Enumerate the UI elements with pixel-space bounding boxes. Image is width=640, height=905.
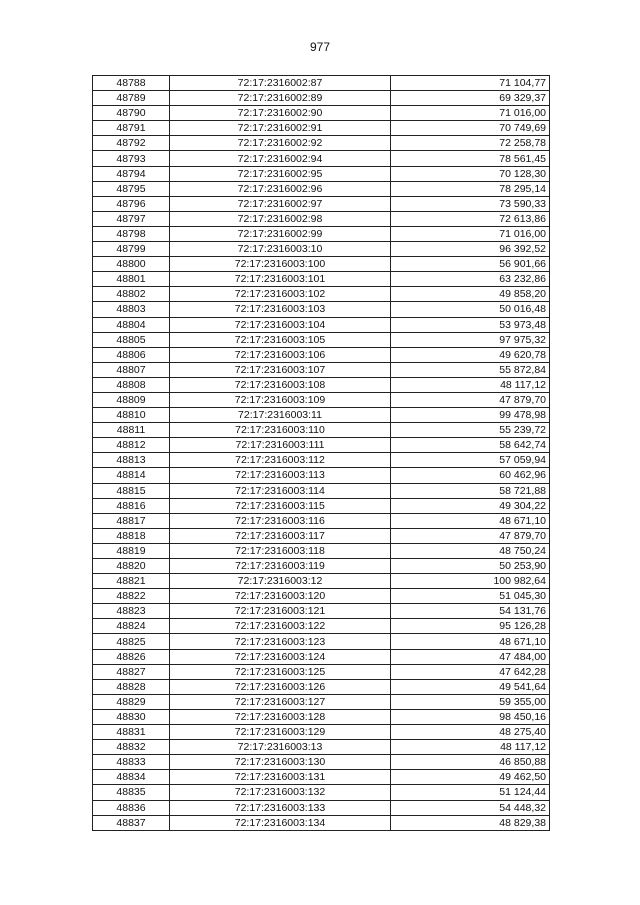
value-cell: 48 671,10: [391, 513, 550, 528]
cadastral-number-cell: 72:17:2316002:99: [170, 226, 391, 241]
row-number-cell: 48802: [93, 287, 170, 302]
table-row: [93, 257, 550, 272]
row-number-cell: 48825: [93, 634, 170, 649]
cadastral-number-cell: 72:17:2316003:124: [170, 649, 391, 664]
cadastral-number-cell: 72:17:2316003:10: [170, 242, 391, 257]
value-cell: 78 561,45: [391, 151, 550, 166]
cadastral-number-cell: 72:17:2316003:109: [170, 392, 391, 407]
table-row: [93, 785, 550, 800]
value-cell: 48 671,10: [391, 634, 550, 649]
table-row: [93, 694, 550, 709]
table-row: [93, 709, 550, 724]
value-cell: 58 642,74: [391, 438, 550, 453]
value-cell: 49 858,20: [391, 287, 550, 302]
value-cell: 95 126,28: [391, 619, 550, 634]
table-row: [93, 513, 550, 528]
value-cell: 60 462,96: [391, 468, 550, 483]
table-row: [93, 392, 550, 407]
value-cell: 51 045,30: [391, 589, 550, 604]
value-cell: 97 975,32: [391, 332, 550, 347]
table-row: [93, 634, 550, 649]
value-cell: 55 872,84: [391, 362, 550, 377]
table-row: [93, 770, 550, 785]
cadastral-number-cell: 72:17:2316003:117: [170, 528, 391, 543]
row-number-cell: 48804: [93, 317, 170, 332]
cadastral-number-cell: 72:17:2316002:89: [170, 91, 391, 106]
row-number-cell: 48810: [93, 408, 170, 423]
row-number-cell: 48806: [93, 347, 170, 362]
row-number-cell: 48794: [93, 166, 170, 181]
value-cell: 71 016,00: [391, 106, 550, 121]
table-row: [93, 121, 550, 136]
row-number-cell: 48823: [93, 604, 170, 619]
cadastral-number-cell: 72:17:2316003:100: [170, 257, 391, 272]
cadastral-number-cell: 72:17:2316003:131: [170, 770, 391, 785]
value-cell: 46 850,88: [391, 755, 550, 770]
row-number-cell: 48815: [93, 483, 170, 498]
value-cell: 63 232,86: [391, 272, 550, 287]
value-cell: 71 016,00: [391, 226, 550, 241]
row-number-cell: 48809: [93, 392, 170, 407]
value-cell: 58 721,88: [391, 483, 550, 498]
value-cell: 47 879,70: [391, 392, 550, 407]
table-row: [93, 755, 550, 770]
row-number-cell: 48814: [93, 468, 170, 483]
cadastral-number-cell: 72:17:2316002:92: [170, 136, 391, 151]
table-row: [93, 468, 550, 483]
table-row: [93, 604, 550, 619]
cadastral-number-cell: 72:17:2316003:11: [170, 408, 391, 423]
table-row: [93, 317, 550, 332]
row-number-cell: 48824: [93, 619, 170, 634]
cadastral-number-cell: 72:17:2316002:97: [170, 196, 391, 211]
table-row: [93, 196, 550, 211]
cadastral-number-cell: 72:17:2316003:122: [170, 619, 391, 634]
table-row: [93, 559, 550, 574]
table-row: [93, 76, 550, 91]
value-cell: 54 131,76: [391, 604, 550, 619]
value-cell: 69 329,37: [391, 91, 550, 106]
value-cell: 72 613,86: [391, 211, 550, 226]
table-row: [93, 664, 550, 679]
table-row: [93, 242, 550, 257]
cadastral-number-cell: 72:17:2316003:130: [170, 755, 391, 770]
value-cell: 98 450,16: [391, 709, 550, 724]
cadastral-number-cell: 72:17:2316003:116: [170, 513, 391, 528]
row-number-cell: 48832: [93, 740, 170, 755]
value-cell: 56 901,66: [391, 257, 550, 272]
cadastral-number-cell: 72:17:2316003:119: [170, 559, 391, 574]
row-number-cell: 48808: [93, 377, 170, 392]
row-number-cell: 48819: [93, 543, 170, 558]
row-number-cell: 48796: [93, 196, 170, 211]
table-row: [93, 362, 550, 377]
value-cell: 47 642,28: [391, 664, 550, 679]
row-number-cell: 48831: [93, 725, 170, 740]
page-number: 977: [309, 40, 331, 54]
table-row: [93, 302, 550, 317]
value-cell: 72 258,78: [391, 136, 550, 151]
row-number-cell: 48833: [93, 755, 170, 770]
row-number-cell: 48792: [93, 136, 170, 151]
value-cell: 57 059,94: [391, 453, 550, 468]
table-row: [93, 332, 550, 347]
cadastral-number-cell: 72:17:2316002:95: [170, 166, 391, 181]
cadastral-number-cell: 72:17:2316003:133: [170, 800, 391, 815]
cadastral-number-cell: 72:17:2316003:115: [170, 498, 391, 513]
value-cell: 55 239,72: [391, 423, 550, 438]
row-number-cell: 48811: [93, 423, 170, 438]
table-row: [93, 498, 550, 513]
table-row: [93, 619, 550, 634]
value-cell: 49 462,50: [391, 770, 550, 785]
table-row: [93, 287, 550, 302]
value-cell: 47 484,00: [391, 649, 550, 664]
cadastral-number-cell: 72:17:2316002:91: [170, 121, 391, 136]
cadastral-number-cell: 72:17:2316003:106: [170, 347, 391, 362]
table-row: [93, 226, 550, 241]
cadastral-number-cell: 72:17:2316002:96: [170, 181, 391, 196]
table-row: [93, 725, 550, 740]
cadastral-number-cell: 72:17:2316003:113: [170, 468, 391, 483]
row-number-cell: 48837: [93, 815, 170, 830]
cadastral-number-cell: 72:17:2316003:112: [170, 453, 391, 468]
row-number-cell: 48818: [93, 528, 170, 543]
table-row: [93, 347, 550, 362]
row-number-cell: 48820: [93, 559, 170, 574]
row-number-cell: 48793: [93, 151, 170, 166]
table-row: [93, 151, 550, 166]
value-cell: 47 879,70: [391, 528, 550, 543]
table-row: [93, 423, 550, 438]
row-number-cell: 48797: [93, 211, 170, 226]
cadastral-number-cell: 72:17:2316003:127: [170, 694, 391, 709]
value-cell: 48 750,24: [391, 543, 550, 558]
value-cell: 99 478,98: [391, 408, 550, 423]
value-cell: 78 295,14: [391, 181, 550, 196]
table-row: [93, 106, 550, 121]
cadastral-number-cell: 72:17:2316003:121: [170, 604, 391, 619]
table-row: [93, 815, 550, 830]
table-row: [93, 483, 550, 498]
row-number-cell: 48791: [93, 121, 170, 136]
row-number-cell: 48834: [93, 770, 170, 785]
row-number-cell: 48807: [93, 362, 170, 377]
cadastral-number-cell: 72:17:2316003:101: [170, 272, 391, 287]
cadastral-number-cell: 72:17:2316003:103: [170, 302, 391, 317]
row-number-cell: 48835: [93, 785, 170, 800]
row-number-cell: 48827: [93, 664, 170, 679]
value-cell: 100 982,64: [391, 574, 550, 589]
value-cell: 51 124,44: [391, 785, 550, 800]
row-number-cell: 48813: [93, 453, 170, 468]
row-number-cell: 48799: [93, 242, 170, 257]
cadastral-number-cell: 72:17:2316003:114: [170, 483, 391, 498]
table-row: [93, 649, 550, 664]
cadastral-number-cell: 72:17:2316002:94: [170, 151, 391, 166]
row-number-cell: 48830: [93, 709, 170, 724]
cadastral-number-cell: 72:17:2316003:12: [170, 574, 391, 589]
value-cell: 50 016,48: [391, 302, 550, 317]
cadastral-number-cell: 72:17:2316003:126: [170, 679, 391, 694]
cadastral-number-cell: 72:17:2316003:129: [170, 725, 391, 740]
table-row: [93, 211, 550, 226]
cadastral-number-cell: 72:17:2316003:134: [170, 815, 391, 830]
value-cell: 49 304,22: [391, 498, 550, 513]
table-row: [93, 408, 550, 423]
table-row: [93, 272, 550, 287]
cadastral-number-cell: 72:17:2316003:128: [170, 709, 391, 724]
cadastral-number-cell: 72:17:2316003:118: [170, 543, 391, 558]
cadastral-number-cell: 72:17:2316003:123: [170, 634, 391, 649]
value-cell: 48 275,40: [391, 725, 550, 740]
row-number-cell: 48816: [93, 498, 170, 513]
value-cell: 70 749,69: [391, 121, 550, 136]
cadastral-number-cell: 72:17:2316002:98: [170, 211, 391, 226]
value-cell: 73 590,33: [391, 196, 550, 211]
cadastral-number-cell: 72:17:2316003:125: [170, 664, 391, 679]
value-cell: 48 117,12: [391, 740, 550, 755]
value-cell: 50 253,90: [391, 559, 550, 574]
cadastral-number-cell: 72:17:2316003:105: [170, 332, 391, 347]
table-row: [93, 438, 550, 453]
value-cell: 49 620,78: [391, 347, 550, 362]
cadastral-number-cell: 72:17:2316003:132: [170, 785, 391, 800]
cadastral-number-cell: 72:17:2316003:120: [170, 589, 391, 604]
row-number-cell: 48829: [93, 694, 170, 709]
row-number-cell: 48801: [93, 272, 170, 287]
cadastral-number-cell: 72:17:2316003:13: [170, 740, 391, 755]
row-number-cell: 48788: [93, 76, 170, 91]
cadastral-number-cell: 72:17:2316002:87: [170, 76, 391, 91]
row-number-cell: 48821: [93, 574, 170, 589]
value-cell: 48 829,38: [391, 815, 550, 830]
parcel-table-body: [93, 76, 550, 831]
row-number-cell: 48795: [93, 181, 170, 196]
value-cell: 71 104,77: [391, 76, 550, 91]
value-cell: 48 117,12: [391, 377, 550, 392]
cadastral-number-cell: 72:17:2316003:111: [170, 438, 391, 453]
table-row: [93, 800, 550, 815]
table-row: [93, 528, 550, 543]
table-row: [93, 453, 550, 468]
row-number-cell: 48805: [93, 332, 170, 347]
cadastral-number-cell: 72:17:2316003:104: [170, 317, 391, 332]
cadastral-number-cell: 72:17:2316003:102: [170, 287, 391, 302]
cadastral-number-cell: 72:17:2316003:110: [170, 423, 391, 438]
row-number-cell: 48836: [93, 800, 170, 815]
value-cell: 96 392,52: [391, 242, 550, 257]
value-cell: 54 448,32: [391, 800, 550, 815]
row-number-cell: 48822: [93, 589, 170, 604]
table-row: [93, 377, 550, 392]
row-number-cell: 48812: [93, 438, 170, 453]
row-number-cell: 48800: [93, 257, 170, 272]
row-number-cell: 48817: [93, 513, 170, 528]
value-cell: 49 541,64: [391, 679, 550, 694]
table-row: [93, 589, 550, 604]
row-number-cell: 48826: [93, 649, 170, 664]
value-cell: 70 128,30: [391, 166, 550, 181]
cadastral-number-cell: 72:17:2316003:108: [170, 377, 391, 392]
table-row: [93, 91, 550, 106]
table-row: [93, 181, 550, 196]
table-row: [93, 574, 550, 589]
row-number-cell: 48789: [93, 91, 170, 106]
row-number-cell: 48828: [93, 679, 170, 694]
table-row: [93, 740, 550, 755]
table-row: [93, 543, 550, 558]
value-cell: 59 355,00: [391, 694, 550, 709]
row-number-cell: 48790: [93, 106, 170, 121]
table-row: [93, 679, 550, 694]
row-number-cell: 48798: [93, 226, 170, 241]
table-row: [93, 166, 550, 181]
value-cell: 53 973,48: [391, 317, 550, 332]
cadastral-number-cell: 72:17:2316003:107: [170, 362, 391, 377]
table-row: [93, 136, 550, 151]
parcel-table: [92, 75, 550, 831]
row-number-cell: 48803: [93, 302, 170, 317]
cadastral-number-cell: 72:17:2316002:90: [170, 106, 391, 121]
